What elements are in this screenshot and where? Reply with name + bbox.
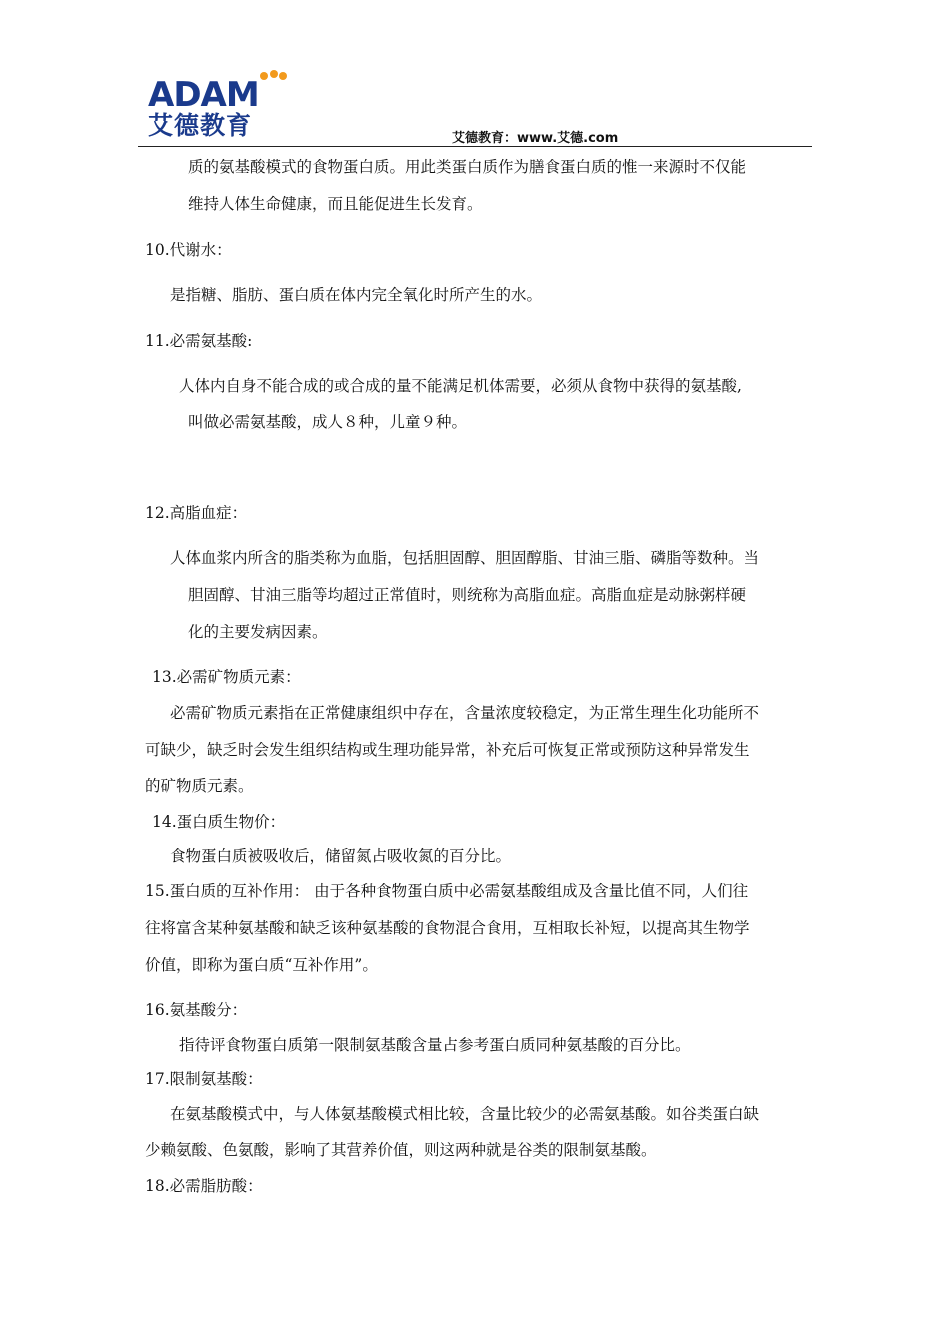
text-line: 胆固醇、甘油三脂等均超过正常值时，则统称为高脂血症。高脂血症是动脉粥样硬 xyxy=(188,586,747,604)
text-line: 必需矿物质元素指在正常健康组织中存在，含量浓度较稳定，为正常生理生化功能所不 xyxy=(170,704,760,722)
text-line: 维持人体生命健康，而且能促进生长发育。 xyxy=(188,195,483,213)
header-divider xyxy=(138,146,812,147)
heading-18: 18.必需脂肪酸： xyxy=(145,1177,263,1195)
text-line: 往将富含某种氨基酸和缺乏该种氨基酸的食物混合食用，互相取长补短，以提高其生物学 xyxy=(145,919,750,937)
heading-13: 13.必需矿物质元素： xyxy=(152,668,301,686)
text-line: 的矿物质元素。 xyxy=(145,777,254,795)
logo-letters: ADAM xyxy=(148,75,259,115)
text-line: 人体内自身不能合成的或合成的量不能满足机体需要，必须从食物中获得的氨基酸, xyxy=(179,377,742,395)
text-line: 在氨基酸模式中，与人体氨基酸模式相比较，含量比较少的必需氨基酸。如谷类蛋白缺 xyxy=(170,1105,760,1123)
text-line: 价值，即称为蛋白质“互补作用”。 xyxy=(145,956,378,974)
logo-chinese-name: 艾德教育 xyxy=(148,111,253,140)
text-line: 人体血浆内所含的脂类称为血脂，包括胆固醇、胆固醇脂、甘油三脂、磷脂等数种。当 xyxy=(170,549,760,567)
logo-figures-icon xyxy=(258,70,288,86)
text-line: 质的氨基酸模式的食物蛋白质。用此类蛋白质作为膳食蛋白质的惟一来源时不仅能 xyxy=(188,158,747,176)
text-line: 指待评食物蛋白质第一限制氨基酸含量占参考蛋白质同种氨基酸的百分比。 xyxy=(179,1036,691,1054)
site-header-text: 艾德教育：www.艾德.com xyxy=(452,131,619,146)
heading-17: 17.限制氨基酸： xyxy=(145,1070,263,1088)
heading-10: 10.代谢水： xyxy=(145,241,232,259)
text-line: 少赖氨酸、色氨酸，影响了其营养价值，则这两种就是谷类的限制氨基酸。 xyxy=(145,1141,657,1159)
heading-12: 12.高脂血症： xyxy=(145,504,248,522)
text-line: 化的主要发病因素。 xyxy=(188,623,328,641)
heading-14: 14.蛋白质生物价： xyxy=(152,813,286,831)
text-line: 可缺少，缺乏时会发生组织结构或生理功能异常，补充后可恢复正常或预防这种异常发生 xyxy=(145,741,750,759)
text-line: 食物蛋白质被吸收后，储留氮占吸收氮的百分比。 xyxy=(170,847,512,865)
text-line: 叫做必需氨基酸，成人８种，儿童９种。 xyxy=(188,413,468,431)
text-line: 是指糖、脂肪、蛋白质在体内完全氧化时所产生的水。 xyxy=(170,286,543,304)
heading-15: 15.蛋白质的互补作用： 由于各种食物蛋白质中必需氨基酸组成及含量比值不同，人们往 xyxy=(145,882,749,900)
heading-16: 16.氨基酸分： xyxy=(145,1001,248,1019)
heading-11: 11.必需氨基酸: xyxy=(145,332,253,350)
adam-logo xyxy=(148,70,288,140)
